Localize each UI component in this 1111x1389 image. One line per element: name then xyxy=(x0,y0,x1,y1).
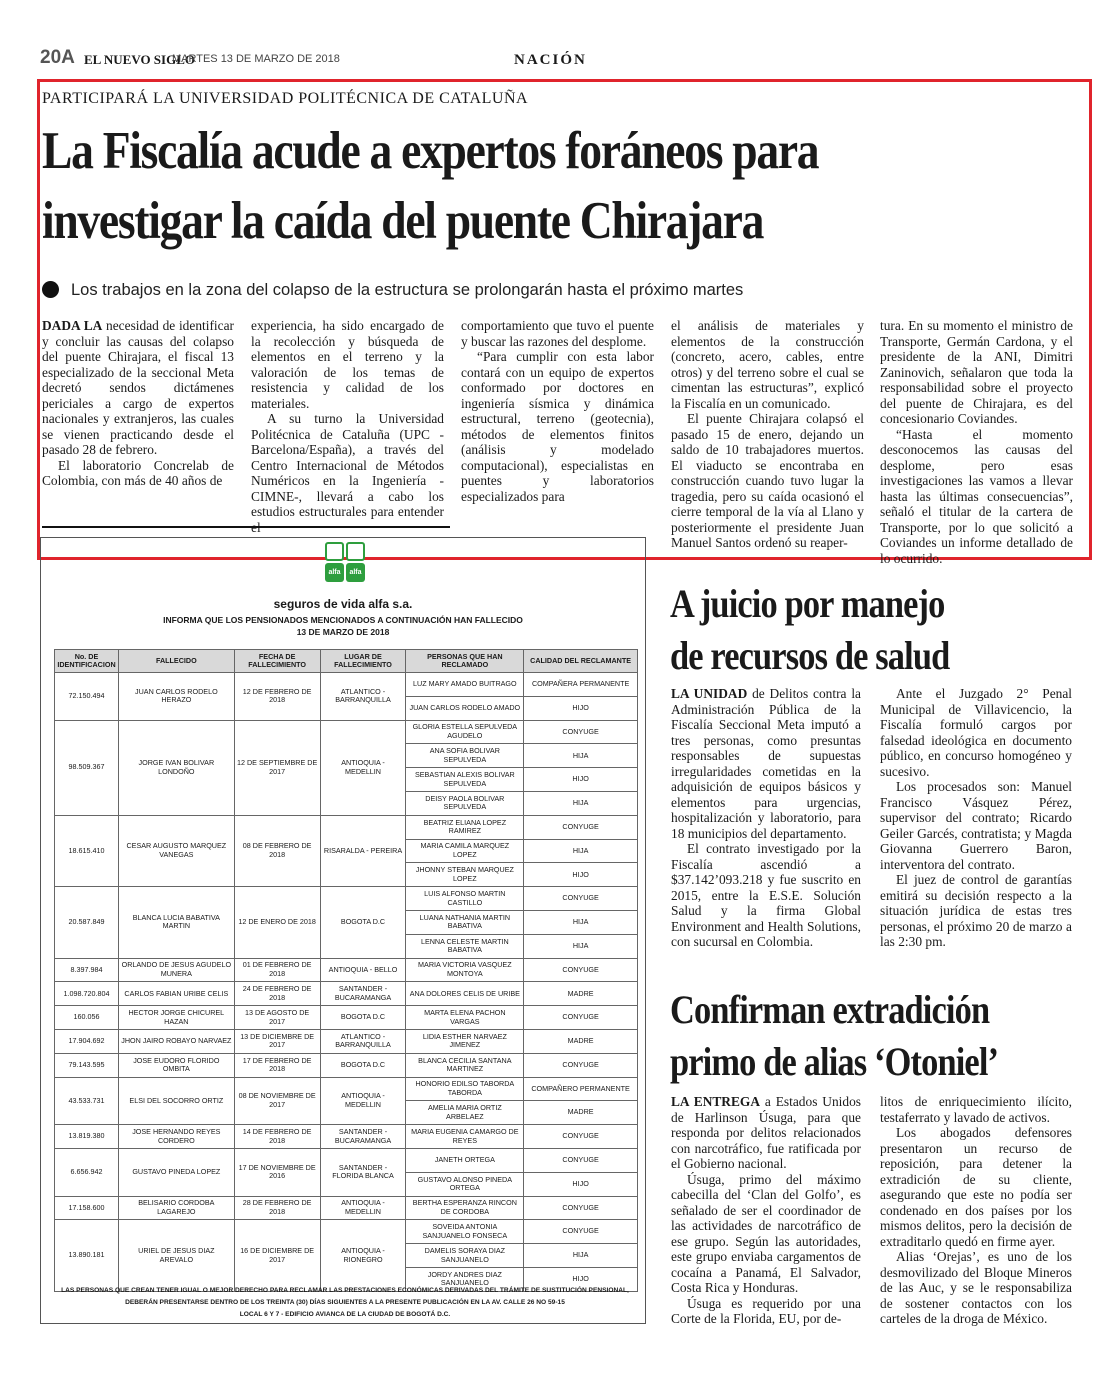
headline-line-1: La Fiscalía acude a expertos foráneos para xyxy=(42,122,819,180)
story-3-headline xyxy=(670,984,998,1088)
death-place-cell: ATLANTICO - BARRANQUILLA xyxy=(320,673,406,721)
death-place-cell: RISARALDA - PEREIRA xyxy=(320,815,406,886)
claimant-relation-cell: CONYUGE xyxy=(524,1125,638,1149)
claimant-name-cell: MARTA ELENA PACHON VARGAS xyxy=(406,1006,524,1030)
death-place-cell: BOGOTA D.C xyxy=(320,1053,406,1077)
id-cell: 17.904.692 xyxy=(55,1029,119,1053)
column-header: CALIDAD DEL RECLAMANTE xyxy=(524,650,638,673)
footer-line: LAS PERSONAS QUE CREAN TENER IGUAL O MEJOR DERECHO PARA RECLAMAR LAS PRESTACIONES ECONÓMICAS DERIVADAS DEL TRÁMITE DE SUSTITUCIÓN PENSIONAL, xyxy=(61,1287,629,1294)
table-row xyxy=(55,1220,638,1244)
logo-text: alfa xyxy=(325,563,344,582)
death-place-cell: ANTIOQUIA - MEDELLIN xyxy=(320,720,406,815)
claimant-relation-cell: HIJA xyxy=(524,791,638,815)
death-place-cell: ANTIOQUIA - RIONEGRO xyxy=(320,1220,406,1291)
claimant-name-cell: JHONNY STEBAN MARQUEZ LOPEZ xyxy=(406,863,524,887)
column-header: FALLECIDO xyxy=(118,650,234,673)
column-header: LUGAR DE FALLECIMIENTO xyxy=(320,650,406,673)
bullet-icon xyxy=(42,281,59,298)
claimant-name-cell: SEBASTIAN ALEXIS BOLIVAR SEPULVEDA xyxy=(406,768,524,792)
claimant-relation-cell: COMPAÑERA PERMANENTE xyxy=(524,673,638,697)
issue-date: MARTES 13 DE MARZO DE 2018 xyxy=(172,53,340,65)
deceased-name-cell: JUAN CARLOS RODELO HERAZO xyxy=(118,673,234,721)
claimant-relation-cell: HIJO xyxy=(524,696,638,720)
table-row xyxy=(55,1006,638,1030)
id-cell: 1.098.720.804 xyxy=(55,982,119,1006)
deceased-name-cell: JOSE EUDORO FLORIDO OMBITA xyxy=(118,1053,234,1077)
claimant-name-cell: GLORIA ESTELLA SEPULVEDA AGUDELO xyxy=(406,720,524,744)
paragraph: experiencia, ha sido encargado de la recolección y búsqueda de elementos en el terreno y la valoración de los temas de resistencia y calidad de los materiales. xyxy=(251,318,444,411)
claimant-name-cell: MARIA CAMILA MARQUEZ LOPEZ xyxy=(406,839,524,863)
paragraph: El contrato investigado por la Fiscalía ascendió a $37.142’093.218 y fue suscrito en 2015, entre la E.S.E. Solución Salud y la firma Global Environment and Health Solutions, con sucursal en Colombia. xyxy=(671,841,861,949)
table-row xyxy=(55,815,638,839)
paragraph: El laboratorio Concrelab de Colombia, con más de 40 años de xyxy=(42,457,234,488)
deceased-table xyxy=(54,649,638,1292)
deceased-name-cell: ORLANDO DE JESUS AGUDELO MUNERA xyxy=(118,958,234,982)
claimant-name-cell: JORDY ANDRES DIAZ SANJUANELO xyxy=(406,1267,524,1291)
claimant-relation-cell: HIJA xyxy=(524,839,638,863)
claimant-relation-cell: CONYUGE xyxy=(524,720,638,744)
claimant-relation-cell: HIJA xyxy=(524,934,638,958)
claimant-relation-cell: HIJO xyxy=(524,863,638,887)
paragraph: tura. En su momento el ministro de Transporte, Germán Cardona, y el presidente de la ANI, Dimitri Zaninovich, señalaron que toda la responsabilidad sobre el proyecto del puente de Chirajara, es del concesionario Coviandes. xyxy=(880,318,1073,426)
death-date-cell: 14 DE FEBRERO DE 2018 xyxy=(234,1125,320,1149)
story-headline xyxy=(42,116,936,256)
claimant-name-cell: JANETH ORTEGA xyxy=(406,1148,524,1172)
death-place-cell: ANTIOQUIA - MEDELLIN xyxy=(320,1077,406,1125)
table-row xyxy=(55,673,638,697)
table-row xyxy=(55,720,638,744)
notice-subtitle xyxy=(40,614,646,638)
claimant-relation-cell: COMPAÑERO PERMANENTE xyxy=(524,1077,638,1101)
death-place-cell: ANTIOQUIA - BELLO xyxy=(320,958,406,982)
deceased-name-cell: ELSI DEL SOCORRO ORTIZ xyxy=(118,1077,234,1125)
story-column-5 xyxy=(880,318,1073,566)
claimant-relation-cell: HIJO xyxy=(524,1267,638,1291)
death-date-cell: 08 DE NOVIEMBRE DE 2017 xyxy=(234,1077,320,1125)
claimant-name-cell: ANA SOFIA BOLIVAR SEPULVEDA xyxy=(406,744,524,768)
paragraph: “Hasta el momento desconocemos las causas del desplome, pero esas investigaciones las vamos a llevar hasta las últimas consecuencias”, señaló el titular de la cartera de Transporte, por lo que solicitó a Coviandes un informe detallado de lo ocurrido. xyxy=(880,426,1073,566)
death-date-cell: 08 DE FEBRERO DE 2018 xyxy=(234,815,320,886)
claimant-name-cell: LUIS ALFONSO MARTIN CASTILLO xyxy=(406,887,524,911)
claimant-name-cell: LUANA NATHANIA MARTIN BABATIVA xyxy=(406,910,524,934)
death-place-cell: ATLANTICO - BARRANQUILLA xyxy=(320,1029,406,1053)
table-row xyxy=(55,1125,638,1149)
paragraph: “Para cumplir con esta labor contará con un equipo de expertos conformado por doctores en ingeniería sísmica y dinámica estructural, terreno (geotecnia), métodos de elementos finitos (análisis y modelado computacional), especialistas en puentes y laboratorios especializados para xyxy=(461,349,654,504)
paragraph: Alias ‘Orejas’, es uno de los desmovilizado del Bloque Mineros de las Auc, y se le responsabiliza de sostener contactos con los carteles de la droga de México. xyxy=(880,1249,1072,1326)
death-place-cell: BOGOTA D.C xyxy=(320,887,406,958)
claimant-name-cell: MARIA VICTORIA VASQUEZ MONTOYA xyxy=(406,958,524,982)
claimant-relation-cell: CONYUGE xyxy=(524,1196,638,1220)
claimant-relation-cell: MADRE xyxy=(524,1029,638,1053)
deceased-name-cell: JHON JAIRO ROBAYO NARVAEZ xyxy=(118,1029,234,1053)
logo-text: alfa xyxy=(346,563,365,582)
paragraph: Los procesados son: Manuel Francisco Vásquez Pérez, supervisor del contrato; Ricardo Geiler Garcés, contratista; y Magda Giovanna Guerrero Baron, interventora del contrato. xyxy=(880,779,1072,872)
headline-line-1: A juicio por manejo xyxy=(670,581,945,626)
paragraph: Úsuga es requerido por una Corte de la Florida, EU, por de- xyxy=(671,1295,861,1326)
claimant-relation-cell: HIJA xyxy=(524,744,638,768)
story-3-column-1 xyxy=(671,1094,861,1327)
claimant-name-cell: JUAN CARLOS RODELO AMADO xyxy=(406,696,524,720)
footer-line: LOCAL 6 Y 7 - EDIFICIO AVIANCA DE LA CIUDAD DE BOGOTÁ D.C. xyxy=(239,1311,451,1318)
death-date-cell: 17 DE FEBRERO DE 2018 xyxy=(234,1053,320,1077)
story-2-headline xyxy=(670,578,949,682)
claimant-relation-cell: HIJO xyxy=(524,1172,638,1196)
id-cell: 8.397.984 xyxy=(55,958,119,982)
claimant-name-cell: LUZ MARY AMADO BUITRAGO xyxy=(406,673,524,697)
claimant-name-cell: DEISY PAOLA BOLIVAR SEPULVEDA xyxy=(406,791,524,815)
headline-line-2: primo de alias ‘Otoniel’ xyxy=(670,1039,999,1084)
death-place-cell: SANTANDER - FLORIDA BLANCA xyxy=(320,1148,406,1196)
paragraph: de Delitos contra la Administración Pública de la Fiscalía Seccional Meta imputó a tres personas, como presuntas responsables de supuestas irregularidades cometidas en la adquisición de equipos básicos y elementos para urgencias, hospitalización y laboratorio, para 18 municipios del departamento. xyxy=(671,686,861,841)
claimant-name-cell: SOVEIDA ANTONIA SANJUANELO FONSECA xyxy=(406,1220,524,1244)
lead-in: LA ENTREGA xyxy=(671,1094,760,1109)
claimant-relation-cell: MADRE xyxy=(524,982,638,1006)
story-2-column-1 xyxy=(671,686,861,950)
table-row xyxy=(55,958,638,982)
claimant-name-cell: DAMELIS SORAYA DIAZ SANJUANELO xyxy=(406,1244,524,1268)
deceased-name-cell: BELISARIO CORDOBA LAGAREJO xyxy=(118,1196,234,1220)
claimant-relation-cell: CONYUGE xyxy=(524,815,638,839)
claimant-relation-cell: CONYUGE xyxy=(524,1220,638,1244)
page-number: 20A xyxy=(40,47,75,68)
story-column-3 xyxy=(461,318,654,504)
newspaper-name: EL NUEVO SIGLO xyxy=(84,52,195,67)
death-date-cell: 12 DE FEBRERO DE 2018 xyxy=(234,673,320,721)
claimant-name-cell: HONORIO EDILSO TABORDA TABORDA xyxy=(406,1077,524,1101)
deceased-name-cell: CARLOS FABIAN URIBE CELIS xyxy=(118,982,234,1006)
death-date-cell: 17 DE NOVIEMBRE DE 2016 xyxy=(234,1148,320,1196)
headline-line-2: de recursos de salud xyxy=(670,633,950,678)
paragraph: el análisis de materiales y elementos de la construcción (concreto, acero, cables, entre otros) y del terreno sobre el cual se cimentan las estructuras”, explicó la Fiscalía en un comunicado. xyxy=(671,318,864,411)
id-cell: 17.158.600 xyxy=(55,1196,119,1220)
claimant-relation-cell: HIJA xyxy=(524,1244,638,1268)
paragraph: comportamiento que tuvo el puente y buscar las razones del desplome. xyxy=(461,318,654,349)
claimant-name-cell: AMELIA MARIA ORTIZ ARBELAEZ xyxy=(406,1101,524,1125)
story-deck xyxy=(42,281,743,300)
death-date-cell: 12 DE ENERO DE 2018 xyxy=(234,887,320,958)
paragraph: Úsuga, primo del máximo cabecilla del ‘Clan del Golfo’, es señalado de ser el coordinador de las actividades de narcotráfico de ese grupo. Según las autoridades, este grupo enviaba cargamentos de cocaína a Panamá, El Salvador, Costa Rica y Honduras. xyxy=(671,1171,861,1295)
column-header: FECHA DE FALLECIMIENTO xyxy=(234,650,320,673)
claimant-relation-cell: HIJO xyxy=(524,768,638,792)
id-cell: 160.056 xyxy=(55,1006,119,1030)
deceased-name-cell: URIEL DE JESUS DIAZ AREVALO xyxy=(118,1220,234,1291)
table-row xyxy=(55,1148,638,1172)
notice-subtitle-line: INFORMA QUE LOS PENSIONADOS MENCIONADOS A CONTINUACIÓN HAN FALLECIDO xyxy=(163,615,523,625)
claimant-relation-cell: CONYUGE xyxy=(524,958,638,982)
deceased-name-cell: GUSTAVO PINEDA LOPEZ xyxy=(118,1148,234,1196)
story-2-column-2 xyxy=(880,686,1072,950)
id-cell: 72.150.494 xyxy=(55,673,119,721)
table-row xyxy=(55,1196,638,1220)
paragraph: A su turno la Universidad Politécnica de Cataluña (UPC - Barcelona/España), a través del Centro Internacional de Métodos Numéricos en la Ingeniería -CIMNE-, llevará a cabo los estudios estructurales para entender xyxy=(251,411,444,519)
claimant-name-cell: LIDIA ESTHER NARVAEZ JIMENEZ xyxy=(406,1029,524,1053)
death-date-cell: 13 DE AGOSTO DE 2017 xyxy=(234,1006,320,1030)
id-cell: 6.656.942 xyxy=(55,1148,119,1196)
lead-in: LA UNIDAD xyxy=(671,686,748,701)
table-row xyxy=(55,1053,638,1077)
deceased-name-cell: HECTOR JORGE CHICUREL HAZAN xyxy=(118,1006,234,1030)
story-kicker: PARTICIPARÁ LA UNIVERSIDAD POLITÉCNICA DE CATALUÑA xyxy=(42,90,529,107)
claimant-name-cell: BERTHA ESPERANZA RINCON DE CORDOBA xyxy=(406,1196,524,1220)
id-cell: 20.587.849 xyxy=(55,887,119,958)
deceased-name-cell: BLANCA LUCIA BABATIVA MARTIN xyxy=(118,887,234,958)
claimant-relation-cell: CONYUGE xyxy=(524,887,638,911)
alfa-logo xyxy=(325,542,367,582)
deceased-name-cell: CESAR AUGUSTO MARQUEZ VANEGAS xyxy=(118,815,234,886)
claimant-name-cell: LENNA CELESTE MARTIN BABATIVA xyxy=(406,934,524,958)
death-date-cell: 16 DE DICIEMBRE DE 2017 xyxy=(234,1220,320,1291)
table-row xyxy=(55,887,638,911)
story-column-2 xyxy=(251,318,444,535)
paragraph: Ante el Juzgado 2° Penal Municipal de Villavicencio, la Fiscalía formuló cargos por falsedad ideológica en documento público, en concurso homogéneo y sucesivo. xyxy=(880,686,1072,779)
divider xyxy=(42,526,450,528)
headline-line-2: investigar la caída del puente Chirajara xyxy=(42,192,764,250)
id-cell: 98.509.367 xyxy=(55,720,119,815)
table-row xyxy=(55,982,638,1006)
claimant-relation-cell: HIJA xyxy=(524,910,638,934)
column-header: No. DE IDENTIFICACION xyxy=(55,650,119,673)
death-place-cell: ANTIOQUIA - MEDELLIN xyxy=(320,1196,406,1220)
story-column-4 xyxy=(671,318,864,551)
table-row xyxy=(55,1029,638,1053)
claimant-relation-cell: CONYUGE xyxy=(524,1053,638,1077)
id-cell: 79.143.595 xyxy=(55,1053,119,1077)
table-header-row xyxy=(55,650,638,673)
column-header: PERSONAS QUE HAN RECLAMADO xyxy=(406,650,524,673)
id-cell: 13.890.181 xyxy=(55,1220,119,1291)
paragraph: a Estados Unidos de Harlinson Úsuga, para que responda por delitos relacionados con narcotráfico, fue ratificada por el Gobierno nacional. xyxy=(671,1094,861,1171)
deceased-name-cell: JOSE HERNANDO REYES CORDERO xyxy=(118,1125,234,1149)
claimant-name-cell: MARIA EUGENIA CAMARGO DE REYES xyxy=(406,1125,524,1149)
id-cell: 18.615.410 xyxy=(55,815,119,886)
death-date-cell: 01 DE FEBRERO DE 2018 xyxy=(234,958,320,982)
story-column-1 xyxy=(42,318,234,489)
deck-text: Los trabajos en la zona del colapso de la estructura se prolongarán hasta el próximo martes xyxy=(71,281,744,299)
claimant-name-cell: BEATRIZ ELIANA LOPEZ RAMIREZ xyxy=(406,815,524,839)
company-name: seguros de vida alfa s.a. xyxy=(273,597,413,611)
claimant-relation-cell: CONYUGE xyxy=(524,1148,638,1172)
death-place-cell: SANTANDER - BUCARAMANGA xyxy=(320,982,406,1006)
paragraph: necesidad de identificar y concluir las causas del colapso del puente Chirajara, el fiscal 13 especializado de la seccional Meta decretó sendos dictámenes periciales a cargo de expertos nacionales y extranjeros, las cuales se vienen practicando desde el pasado 28 de febrero. xyxy=(42,318,234,457)
death-date-cell: 13 DE DICIEMBRE DE 2017 xyxy=(234,1029,320,1053)
footer-line: DEBERÁN PRESENTARSE DENTRO DE LOS TREINTA (30) DÍAS SIGUIENTES A LA PRESENTE PUBLICACIÓN EN LA AV. CALLE 26 NO 59-15 xyxy=(125,1299,565,1306)
notice-footer xyxy=(55,1285,635,1321)
claimant-name-cell: ANA DOLORES CELIS DE URIBE xyxy=(406,982,524,1006)
table-row xyxy=(55,1077,638,1101)
paragraph: El juez de control de garantías emitirá su decisión respecto a la situación jurídica de estas tres personas, el próximo 20 de marzo a las 2:30 pm. xyxy=(880,872,1072,949)
paragraph: litos de enriquecimiento ilícito, testaferrato y lavado de activos. xyxy=(880,1094,1072,1125)
id-cell: 13.819.380 xyxy=(55,1125,119,1149)
id-cell: 43.533.731 xyxy=(55,1077,119,1125)
death-place-cell: BOGOTA D.C xyxy=(320,1006,406,1030)
paragraph: El puente Chirajara colapsó el pasado 15 de enero, dejando un saldo de 10 trabajadores muertos. El viaducto se encontraba en construcción cuando tuvo lugar la tragedia, pero su caída ocasionó el cierre temporal de la vía al Llano y posteriormente el presidente Juan Manuel Santos ordenó su reaper- xyxy=(671,411,864,550)
headline-line-1: Confirman extradición xyxy=(670,987,990,1032)
notice-date: 13 DE MARZO DE 2018 xyxy=(296,627,390,637)
death-date-cell: 24 DE FEBRERO DE 2018 xyxy=(234,982,320,1006)
story-3-column-2 xyxy=(880,1094,1072,1327)
death-date-cell: 12 DE SEPTIEMBRE DE 2017 xyxy=(234,720,320,815)
lead-in: DADA LA xyxy=(42,318,103,333)
claimant-name-cell: BLANCA CECILIA SANTANA MARTINEZ xyxy=(406,1053,524,1077)
deceased-name-cell: JORGE IVAN BOLIVAR LONDOÑO xyxy=(118,720,234,815)
section-name: NACIÓN xyxy=(514,52,587,68)
death-place-cell: SANTANDER - BUCARAMANGA xyxy=(320,1125,406,1149)
paragraph: Los abogados defensores presentaron un recurso de reposición, para detener la extradición de su cliente, asegurando que este no podía ser condenado en dos países por los mismos delitos, pero la decisión de extraditarlo quedó en firme ayer. xyxy=(880,1125,1072,1249)
death-date-cell: 28 DE FEBRERO DE 2018 xyxy=(234,1196,320,1220)
claimant-relation-cell: MADRE xyxy=(524,1101,638,1125)
claimant-name-cell: GUSTAVO ALONSO PINEDA ORTEGA xyxy=(406,1172,524,1196)
claimant-relation-cell: CONYUGE xyxy=(524,1006,638,1030)
